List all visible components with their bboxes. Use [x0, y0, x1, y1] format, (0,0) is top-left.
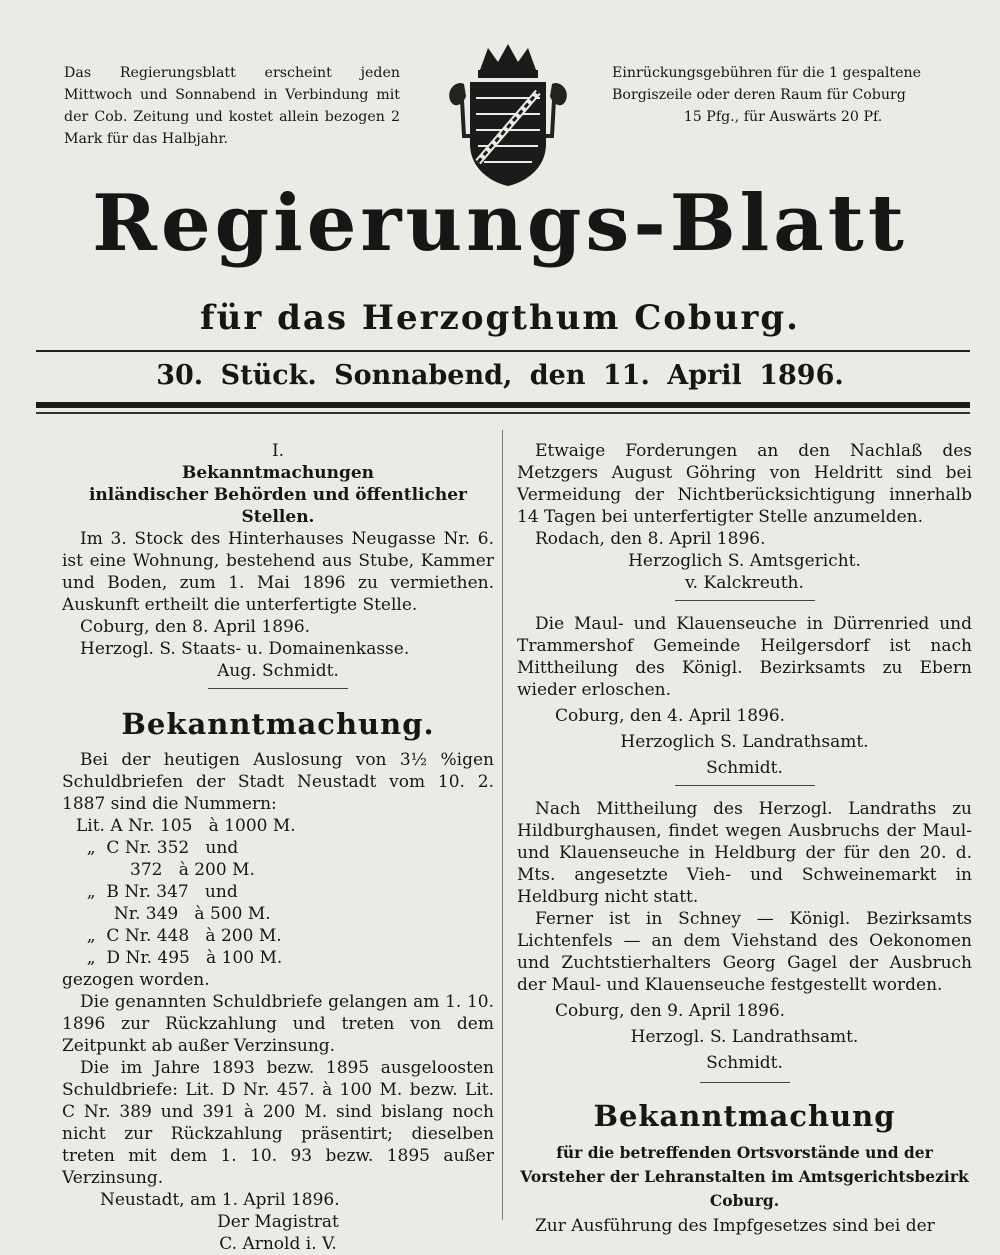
- bond-list-item: „ D Nr. 495 à 100 M.: [76, 948, 283, 968]
- apartment-notice: Im 3. Stock des Hinterhauses Neugasse Nr. 6. ist eine Wohnung, bestehend aus Stube, Kammer und Boden, zum 1. Mai 1896 zu vermiethen. Auskunft ertheilt die unterfertigte Stelle.: [62, 529, 494, 615]
- notice-separator: [675, 785, 815, 786]
- rates-line-2: Borgiszeile oder deren Raum für Coburg: [612, 87, 906, 103]
- coat-of-arms-icon: [440, 40, 576, 190]
- notice-signature: Schmidt.: [706, 1053, 783, 1073]
- vaccination-notice-start: Zur Ausführung des Impfgesetzes sind bei der: [535, 1216, 935, 1236]
- column-divider: [502, 430, 503, 1220]
- bond-list-item: 372 à 200 M.: [76, 860, 255, 880]
- announcement-heading: Bekanntmachung.: [121, 707, 435, 741]
- section-number: I.: [271, 441, 285, 461]
- notice-signature: Schmidt.: [706, 758, 783, 778]
- double-rule-thick: [36, 402, 970, 408]
- section-subheading: inländischer Behörden und öffentlicher Stellen.: [88, 485, 468, 527]
- notice-separator: [675, 600, 815, 601]
- advertising-rates-notice: [612, 62, 954, 128]
- masthead-subtitle: für das Herzogthum Coburg.: [199, 298, 801, 338]
- header-divider: [36, 350, 970, 352]
- rates-line-3: 15 Pfg., für Auswärts 20 Pf.: [683, 109, 883, 125]
- double-rule-thin: [36, 412, 970, 414]
- estate-claims-notice: Etwaige Forderungen an den Nachlaß des Metzgers August Göhring von Heldritt sind bei Vermeidung der Nichtberücksichtigung innerhalb 14 Tagen bei unterfertigter Stelle anzumelden.: [517, 441, 972, 527]
- notice-office: Der Magistrat: [217, 1212, 339, 1232]
- bond-list-item: „ C Nr. 352 und: [76, 838, 239, 858]
- notice-signature: v. Kalckreuth.: [685, 573, 804, 593]
- bond-list-item: Lit. A Nr. 105 à 1000 M.: [76, 816, 296, 836]
- notice-date: Coburg, den 4. April 1896.: [555, 706, 786, 726]
- bond-draw-closing: gezogen worden.: [62, 970, 210, 990]
- issue-line: 30. Stück. Sonnabend, den 11. April 1896.: [156, 360, 844, 391]
- notice-date: Coburg, den 8. April 1896.: [80, 617, 311, 637]
- disease-outbreak-notice: Ferner ist in Schney — Königl. Bezirksamts Lichtenfels — an dem Viehstand des Oekonomen und Zuchtstierhalters Georg Gagel der Ausbruch der Maul- und Klauenseuche festgestellt worden.: [517, 909, 972, 995]
- notice-office: Herzogl. S. Landrathsamt.: [630, 1027, 859, 1047]
- section-heading: Bekanntmachungen: [181, 463, 375, 483]
- bond-list-item: „ C Nr. 448 à 200 M.: [76, 926, 282, 946]
- notice-office: Herzoglich S. Amtsgericht.: [628, 551, 861, 571]
- notice-date: Rodach, den 8. April 1896.: [535, 529, 766, 549]
- notice-office: Herzogl. S. Staats- u. Domainenkasse.: [80, 639, 410, 659]
- notice-date: Neustadt, am 1. April 1896.: [100, 1190, 340, 1210]
- repayment-paragraph: Die genannten Schuldbriefe gelangen am 1. 10. 1896 zur Rückzahlung und treten von dem Zeitpunkt ab außer Verzinsung.: [62, 992, 494, 1056]
- subscription-notice: Das Regierungsblatt erscheint jeden Mittwoch und Sonnabend in Verbindung mit der Cob. Zeitung und kostet allein bezogen 2 Mark für das Halbjahr.: [64, 65, 400, 147]
- notice-signature: C. Arnold i. V.: [219, 1234, 337, 1254]
- notice-office: Herzoglich S. Landrathsamt.: [620, 732, 869, 752]
- disease-ended-notice: Die Maul- und Klauenseuche in Dürrenried und Trammershof Gemeinde Heilgersdorf ist nach Mittheilung des Königl. Bezirksamts zu Ebern wieder erloschen.: [517, 614, 972, 700]
- masthead-title: Regierungs-Blatt: [92, 178, 908, 269]
- bond-list-item: Nr. 349 à 500 M.: [76, 904, 271, 924]
- notice-date: Coburg, den 9. April 1896.: [555, 1001, 786, 1021]
- announcement-heading: Bekanntmachung: [593, 1099, 896, 1133]
- left-column: [62, 440, 494, 1255]
- market-cancelled-notice: Nach Mittheilung des Herzogl. Landraths zu Hildburghausen, findet wegen Ausbruchs der Maul- und Klauenseuche in Heldburg der für den 20. d. Mts. angesetzte Vieh- und Schweinemarkt in Heldburg nicht statt.: [517, 799, 972, 907]
- notice-signature: Aug. Schmidt.: [217, 661, 339, 681]
- bond-draw-intro: Bei der heutigen Auslosung von 3½ %igen Schuldbriefen der Stadt Neustadt vom 10. 2. 1887 sind die Nummern:: [62, 750, 494, 814]
- right-column: [517, 440, 972, 1237]
- notice-separator: [208, 688, 348, 689]
- bond-list-item: „ B Nr. 347 und: [76, 882, 238, 902]
- rates-line-1: Einrückungsgebühren für die 1 gespaltene: [612, 65, 922, 81]
- notice-separator: [700, 1082, 790, 1083]
- announcement-subheading: für die betreffenden Ortsvorstände und der Vorsteher der Lehranstalten im Amtsgerichtsbezirk Coburg.: [520, 1143, 969, 1210]
- outstanding-bonds-paragraph: Die im Jahre 1893 bezw. 1895 ausgeloosten Schuldbriefe: Lit. D Nr. 457. à 100 M. bezw. Lit. C Nr. 389 und 391 à 200 M. sind bislang noch nicht zur Rückzahlung präsentirt; dieselben treten mit dem 1. 10. 93 bezw. 1895 außer Verzinsung.: [62, 1058, 494, 1188]
- bond-list: [62, 815, 494, 969]
